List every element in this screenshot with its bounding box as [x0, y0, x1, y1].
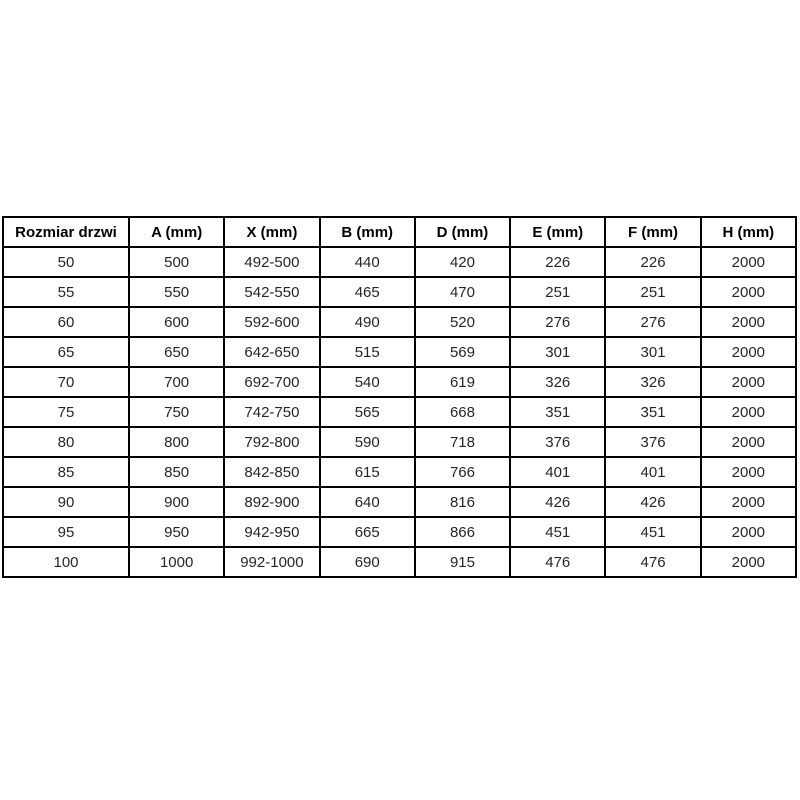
- table-cell: 301: [605, 337, 700, 367]
- table-cell: 600: [129, 307, 224, 337]
- column-header: A (mm): [129, 217, 224, 247]
- table-cell: 401: [605, 457, 700, 487]
- table-cell: 565: [320, 397, 415, 427]
- table-cell: 2000: [701, 247, 796, 277]
- table-cell: 276: [510, 307, 605, 337]
- table-cell: 2000: [701, 517, 796, 547]
- table-cell: 470: [415, 277, 510, 307]
- table-cell: 500: [129, 247, 224, 277]
- table-cell: 492-500: [224, 247, 319, 277]
- table-cell: 592-600: [224, 307, 319, 337]
- table-cell: 866: [415, 517, 510, 547]
- table-cell: 892-900: [224, 487, 319, 517]
- table-row: [3, 547, 796, 577]
- table-cell: 742-750: [224, 397, 319, 427]
- table-cell: 95: [3, 517, 129, 547]
- table-cell: 301: [510, 337, 605, 367]
- table-cell: 60: [3, 307, 129, 337]
- column-header: Rozmiar drzwi: [3, 217, 129, 247]
- table-cell: 490: [320, 307, 415, 337]
- table-row: [3, 517, 796, 547]
- table-cell: 569: [415, 337, 510, 367]
- table-cell: 640: [320, 487, 415, 517]
- door-size-table: [2, 216, 797, 578]
- table-cell: 2000: [701, 337, 796, 367]
- table-cell: 2000: [701, 277, 796, 307]
- table-cell: 85: [3, 457, 129, 487]
- table-cell: 542-550: [224, 277, 319, 307]
- table-cell: 992-1000: [224, 547, 319, 577]
- table-cell: 792-800: [224, 427, 319, 457]
- table-cell: 2000: [701, 457, 796, 487]
- table-cell: 440: [320, 247, 415, 277]
- table-cell: 401: [510, 457, 605, 487]
- table-cell: 2000: [701, 397, 796, 427]
- table-cell: 70: [3, 367, 129, 397]
- table-cell: 100: [3, 547, 129, 577]
- table-cell: 816: [415, 487, 510, 517]
- table-cell: 251: [510, 277, 605, 307]
- table-cell: 1000: [129, 547, 224, 577]
- table-cell: 90: [3, 487, 129, 517]
- table-cell: 665: [320, 517, 415, 547]
- table-row: [3, 427, 796, 457]
- table-cell: 766: [415, 457, 510, 487]
- table-header: [3, 217, 796, 247]
- table-cell: 800: [129, 427, 224, 457]
- table-cell: 690: [320, 547, 415, 577]
- table-cell: 426: [605, 487, 700, 517]
- table-cell: 650: [129, 337, 224, 367]
- table-cell: 2000: [701, 307, 796, 337]
- table-row: [3, 277, 796, 307]
- table-cell: 326: [510, 367, 605, 397]
- column-header: F (mm): [605, 217, 700, 247]
- table-cell: 420: [415, 247, 510, 277]
- table-cell: 718: [415, 427, 510, 457]
- table-header-row: [3, 217, 796, 247]
- column-header: B (mm): [320, 217, 415, 247]
- table-cell: 276: [605, 307, 700, 337]
- table-row: [3, 367, 796, 397]
- column-header: H (mm): [701, 217, 796, 247]
- table-cell: 950: [129, 517, 224, 547]
- table-cell: 351: [510, 397, 605, 427]
- table-cell: 550: [129, 277, 224, 307]
- table-row: [3, 457, 796, 487]
- table-cell: 2000: [701, 487, 796, 517]
- table-cell: 2000: [701, 547, 796, 577]
- table-cell: 376: [605, 427, 700, 457]
- table-cell: 942-950: [224, 517, 319, 547]
- table-cell: 376: [510, 427, 605, 457]
- table-cell: 915: [415, 547, 510, 577]
- table-cell: 476: [605, 547, 700, 577]
- table-row: [3, 337, 796, 367]
- column-header: D (mm): [415, 217, 510, 247]
- table-cell: 850: [129, 457, 224, 487]
- table-cell: 451: [605, 517, 700, 547]
- table-row: [3, 307, 796, 337]
- table-cell: 668: [415, 397, 510, 427]
- table-cell: 2000: [701, 427, 796, 457]
- column-header: X (mm): [224, 217, 319, 247]
- table-row: [3, 487, 796, 517]
- table-cell: 75: [3, 397, 129, 427]
- table-cell: 900: [129, 487, 224, 517]
- table-cell: 842-850: [224, 457, 319, 487]
- table-cell: 451: [510, 517, 605, 547]
- table-cell: 426: [510, 487, 605, 517]
- table-cell: 642-650: [224, 337, 319, 367]
- table-cell: 465: [320, 277, 415, 307]
- table-cell: 515: [320, 337, 415, 367]
- table-cell: 226: [510, 247, 605, 277]
- table-cell: 65: [3, 337, 129, 367]
- table-cell: 50: [3, 247, 129, 277]
- table-cell: 226: [605, 247, 700, 277]
- table-cell: 326: [605, 367, 700, 397]
- table-cell: 700: [129, 367, 224, 397]
- table-body: [3, 247, 796, 577]
- table-cell: 540: [320, 367, 415, 397]
- table-cell: 80: [3, 427, 129, 457]
- column-header: E (mm): [510, 217, 605, 247]
- table-cell: 520: [415, 307, 510, 337]
- table-cell: 476: [510, 547, 605, 577]
- table-cell: 2000: [701, 367, 796, 397]
- table-cell: 750: [129, 397, 224, 427]
- table-cell: 692-700: [224, 367, 319, 397]
- table-cell: 251: [605, 277, 700, 307]
- table-cell: 590: [320, 427, 415, 457]
- table-row: [3, 247, 796, 277]
- table-cell: 619: [415, 367, 510, 397]
- table-cell: 615: [320, 457, 415, 487]
- table-row: [3, 397, 796, 427]
- table-cell: 351: [605, 397, 700, 427]
- table-cell: 55: [3, 277, 129, 307]
